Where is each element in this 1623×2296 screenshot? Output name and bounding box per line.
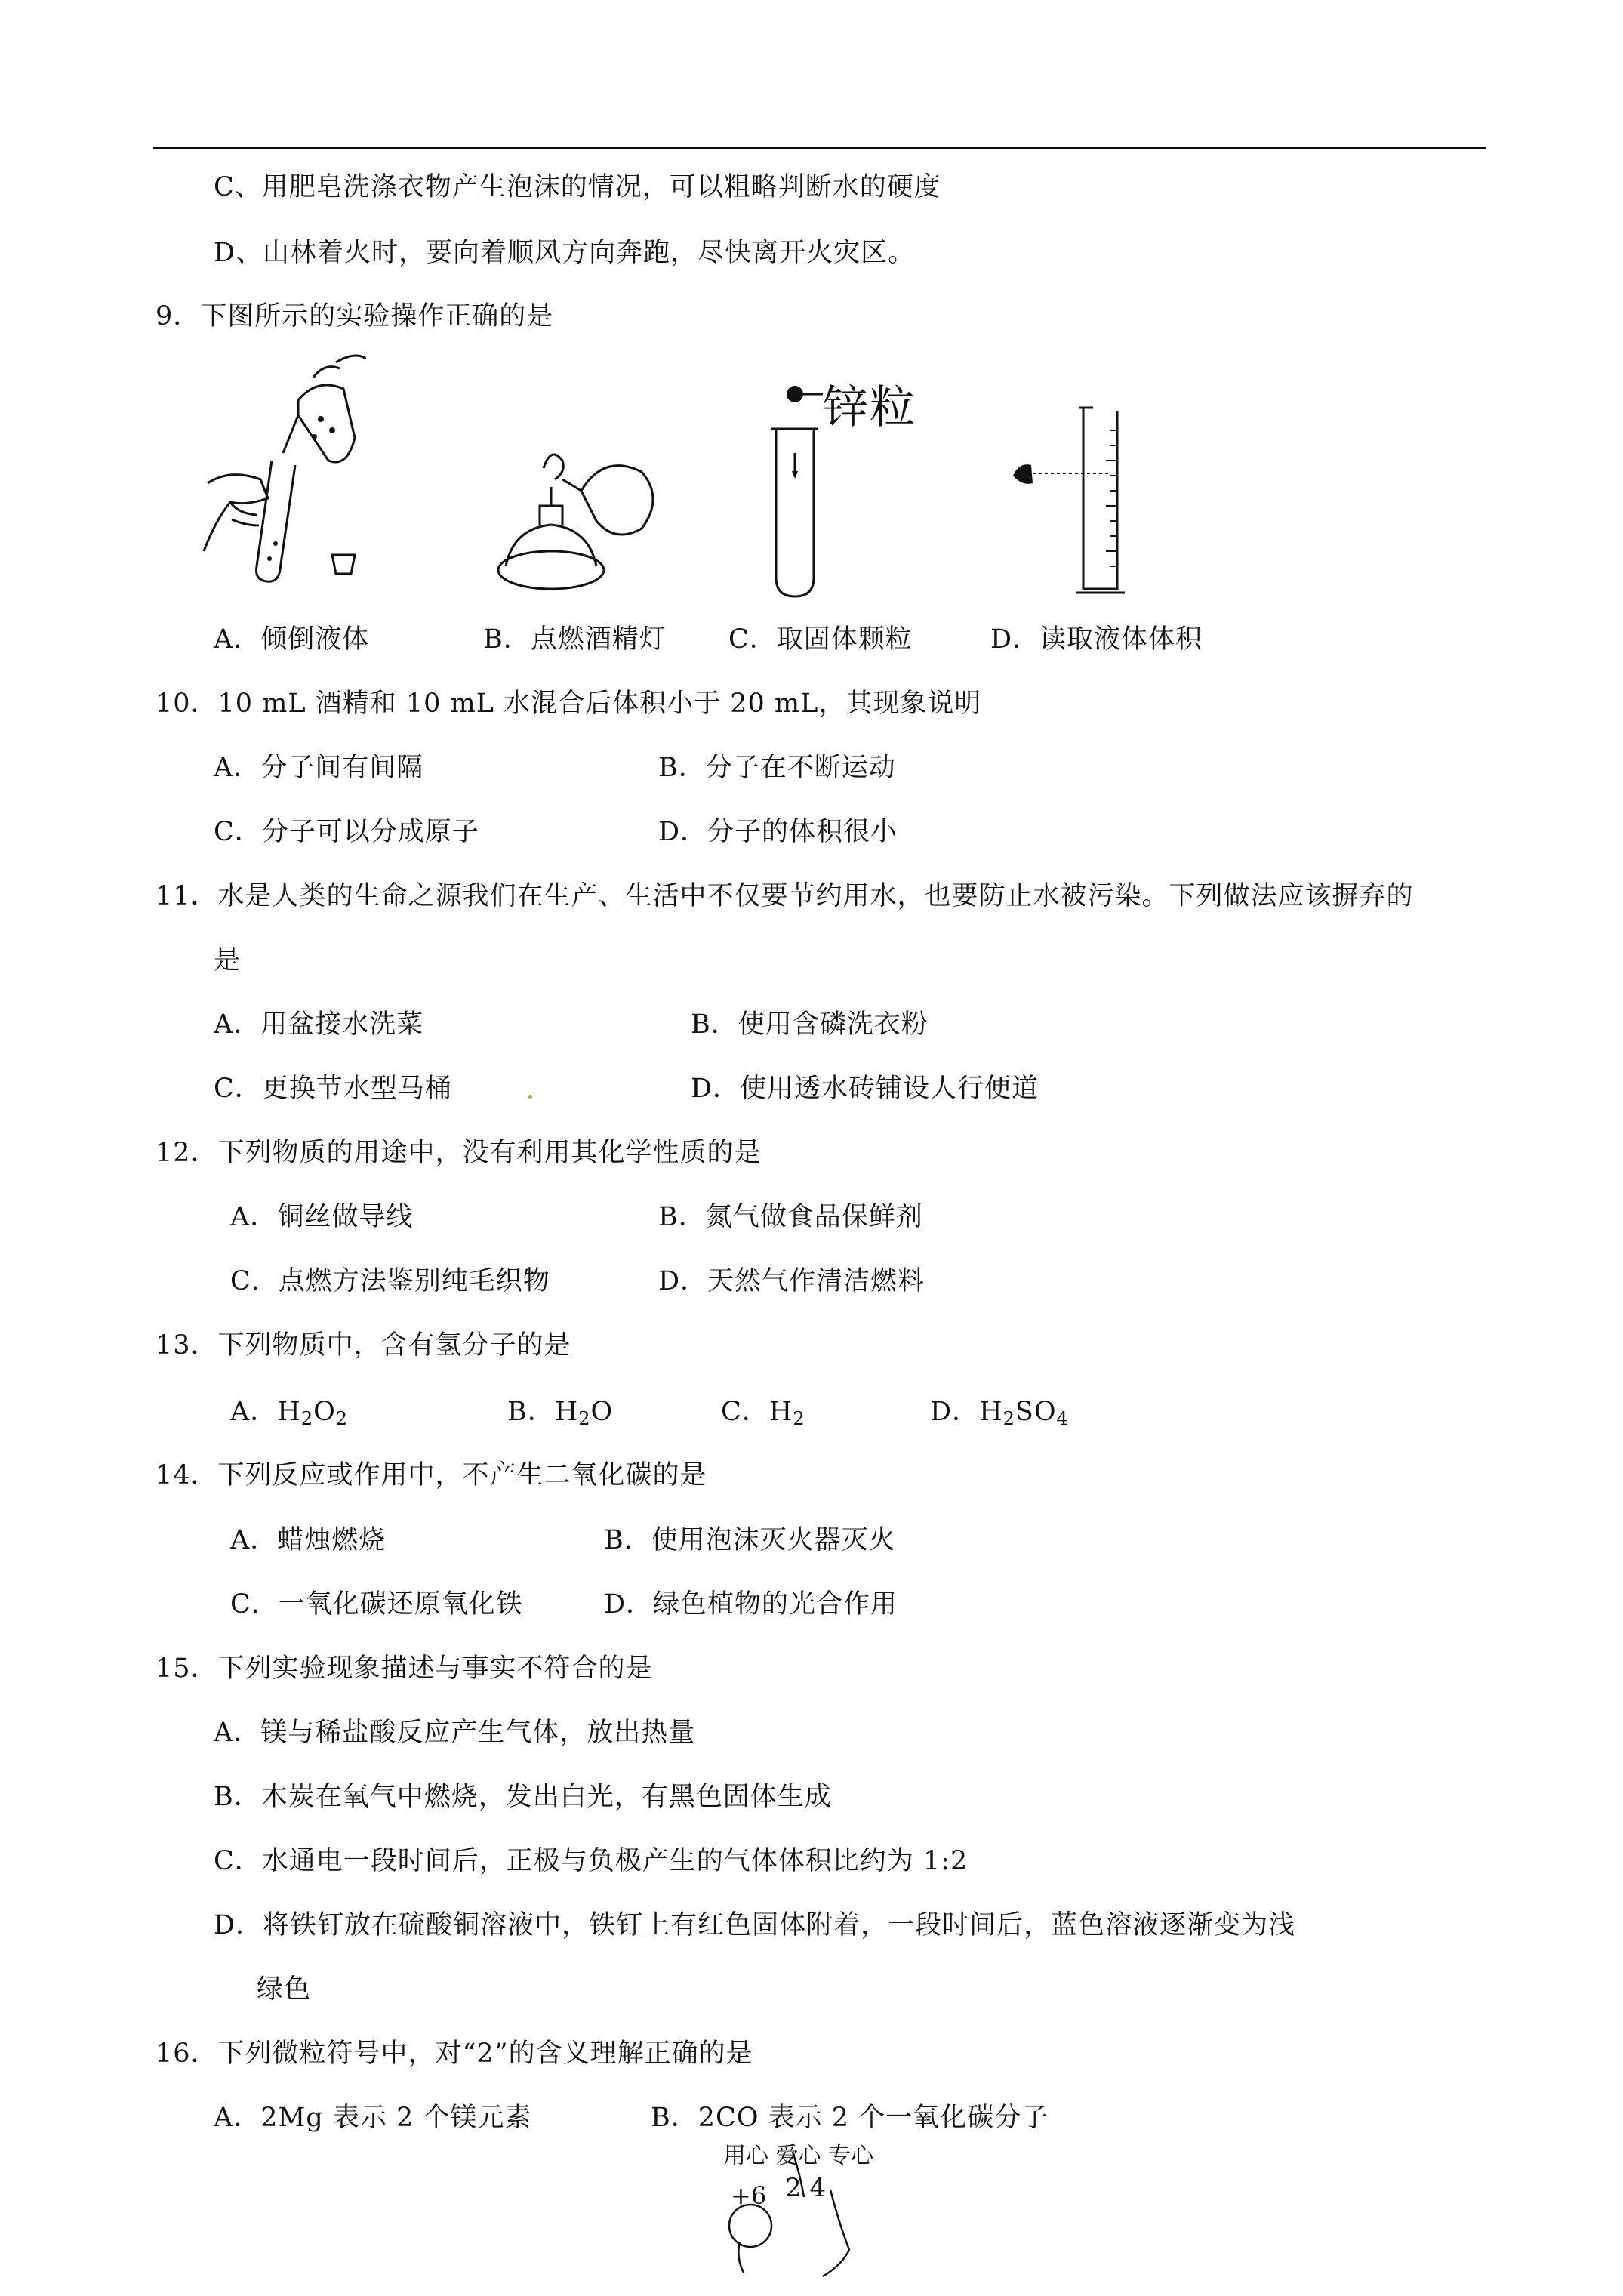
q11-option-a: A．用盆接水洗菜: [214, 1009, 424, 1040]
q13-option-a: A．$H_2O_2$: [230, 1397, 349, 1429]
q11-stem-cont: 是: [214, 945, 242, 975]
q9-stem: 9．下图所示的实验操作正确的是: [156, 301, 554, 331]
header-rule: [153, 147, 1486, 149]
footer-digits: 2 4: [785, 2173, 827, 2203]
stray-mark: [528, 1095, 532, 1099]
footer-ion-charge: +6: [731, 2181, 767, 2210]
q15-option-d: D．将铁钉放在硫酸铜溶液中，铁钉上有红色固体附着，一段时间后，蓝色溶液逐渐变为浅: [214, 1910, 1296, 1940]
q12-option-a: A．铜丝做导线: [230, 1202, 414, 1232]
q13-option-b: B．$H_2O$: [507, 1397, 614, 1429]
q8-option-c: C、用肥皂洗涤衣物产生泡沫的情况，可以粗略判断水的硬度: [214, 172, 941, 202]
q15-option-a: A．镁与稀盐酸反应产生气体，放出热量: [214, 1718, 696, 1748]
q14-option-c: C．一氧化碳还原氧化铁: [230, 1589, 523, 1620]
q9-option-a: A．倾倒液体: [214, 624, 370, 655]
q13-option-c: C．$H_2$: [721, 1397, 805, 1429]
q15-option-d-cont: 绿色: [257, 1974, 312, 2005]
q15-option-b: B．木炭在氧气中燃烧，发出白光，有黑色固体生成: [214, 1782, 832, 1812]
q9-option-d: D．读取液体体积: [990, 624, 1203, 655]
q11-option-d: D．使用透水砖铺设人行便道: [691, 1074, 1039, 1104]
q12-option-c: C．点燃方法鉴别纯毛织物: [230, 1266, 550, 1296]
q10-option-a: A．分子间有间隔: [214, 753, 424, 783]
q12-option-d: D．天然气作清洁燃料: [658, 1266, 925, 1296]
q16-option-a: A．2Mg 表示 2 个镁元素: [214, 2103, 532, 2133]
q10-option-c: C．分子可以分成原子: [214, 817, 479, 847]
figure-pour-liquid: [185, 347, 366, 589]
q9-option-b: B．点燃酒精灯: [483, 624, 667, 655]
q16-stem: 16．下列微粒符号中，对“2”的含义理解正确的是: [156, 2039, 753, 2069]
q11-option-c: C．更换节水型马桶: [214, 1074, 452, 1104]
q11-stem: 11．水是人类的生命之源我们在生产、生活中不仅要节约用水，也要防止水被污染。下列做法应该摒弃的: [156, 881, 1414, 911]
q14-option-d: D．绿色植物的光合作用: [604, 1589, 898, 1620]
q10-stem: 10．10 mL 酒精和 10 mL 水混合后体积小于 20 mL，其现象说明: [156, 689, 982, 719]
q10-option-b: B．分子在不断运动: [658, 753, 896, 783]
q10-option-d: D．分子的体积很小: [658, 817, 898, 847]
figure-label-zinc: 锌粒: [823, 381, 916, 434]
q14-option-b: B．使用泡沫灭火器灭火: [604, 1525, 896, 1555]
q11-option-b: B．使用含磷洗衣粉: [691, 1009, 929, 1040]
figure-graduated-cylinder: [1004, 400, 1155, 604]
q13-stem: 13．下列物质中，含有氢分子的是: [156, 1330, 571, 1361]
q8-option-d: D、山林着火时，要向着顺风方向奔跑，尽快离开火灾区。: [214, 238, 916, 268]
figure-test-tube-zinc: [762, 378, 845, 604]
footer-handwritten-marks: [717, 2144, 868, 2280]
q15-option-c: C．水通电一段时间后，正极与负极产生的气体体积比约为 1:2: [214, 1846, 969, 1876]
q16-option-b: B．2CO 表示 2 个一氧化碳分子: [651, 2103, 1049, 2133]
q15-stem: 15．下列实验现象描述与事实不符合的是: [156, 1653, 653, 1684]
figure-alcohol-lamp: [491, 438, 672, 604]
q14-option-a: A．蜡烛燃烧: [230, 1525, 387, 1555]
q12-stem: 12．下列物质的用途中，没有利用其化学性质的是: [156, 1138, 762, 1168]
q9-option-c: C．取固体颗粒: [728, 624, 913, 655]
q12-option-b: B．氮气做食品保鲜剂: [658, 1202, 923, 1232]
q13-option-d: D．$H_2SO_4$: [930, 1397, 1069, 1429]
footer-motto: 用心 爱心 专心: [723, 2143, 874, 2169]
q14-stem: 14．下列反应或作用中，不产生二氧化碳的是: [156, 1460, 707, 1490]
